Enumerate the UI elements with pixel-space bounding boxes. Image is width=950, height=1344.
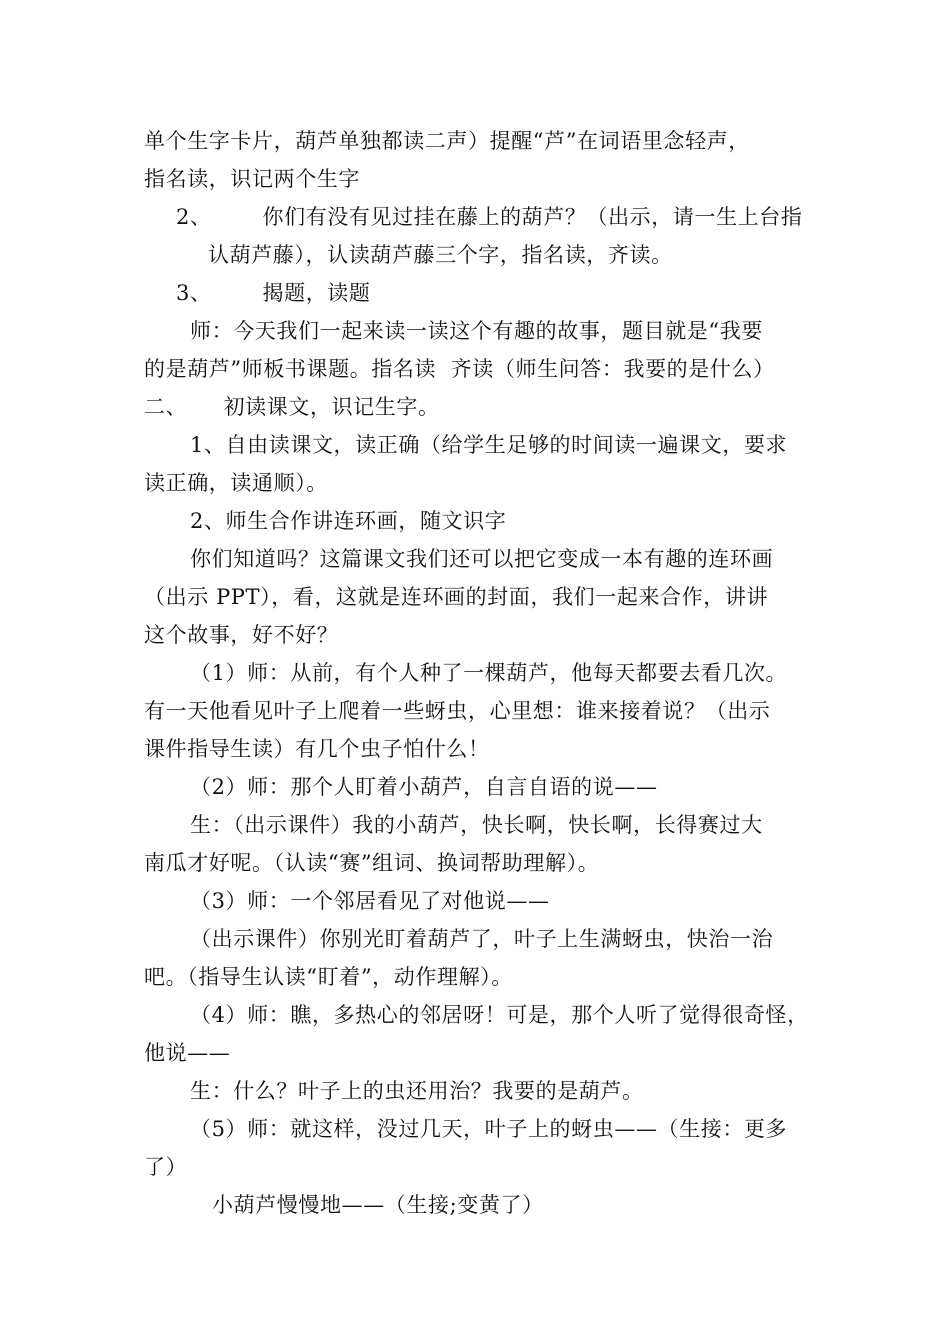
text-line: 2、师生合作讲连环画，随文识字 bbox=[190, 509, 507, 533]
text-line: （2）师：那个人盯着小葫芦，自言自语的说—— bbox=[190, 775, 658, 799]
text-line: 2、 你们有没有见过挂在藤上的葫芦？（出示，请一生上台指 bbox=[176, 205, 803, 229]
text-line: （出示课件）你别光盯着葫芦了，叶子上生满蚜虫，快治一治 bbox=[190, 927, 774, 951]
text-line: 你们知道吗？这篇课文我们还可以把它变成一本有趣的连环画 bbox=[190, 547, 774, 571]
text-line: （5）师：就这样，没过几天，叶子上的蚜虫——（生接：更多 bbox=[190, 1117, 788, 1141]
text-line: 二、 初读课文，识记生字。 bbox=[144, 395, 440, 419]
text-line: （3）师：一个邻居看见了对他说—— bbox=[190, 889, 550, 913]
text-line: 生：什么？叶子上的虫还用治？我要的是葫芦。 bbox=[190, 1079, 644, 1103]
text-line: 吧。（指导生认读“盯着”，动作理解）。 bbox=[144, 965, 513, 989]
text-line: （4）师：瞧，多热心的邻居呀！可是，那个人听了觉得很奇怪， bbox=[190, 1003, 809, 1027]
text-line: 了） bbox=[144, 1155, 188, 1179]
text-line: 的是葫芦”师板书课题。指名读 齐读（师生问答：我要的是什么） bbox=[144, 357, 775, 381]
text-line: 这个故事，好不好？ bbox=[144, 623, 339, 647]
text-line: （1）师：从前，有个人种了一棵葫芦，他每天都要去看几次。 bbox=[190, 661, 788, 685]
text-line: 指名读，识记两个生字 bbox=[144, 167, 360, 191]
text-line: 有一天他看见叶子上爬着一些蚜虫，心里想：谁来接着说？（出示 bbox=[144, 699, 771, 723]
text-line: （出示 PPT），看，这就是连环画的封面，我们一起来合作，讲讲 bbox=[144, 585, 769, 609]
text-line: 课件指导生读）有几个虫子怕什么！ bbox=[144, 737, 490, 761]
text-line: 1、自由读课文，读正确（给学生足够的时间读一遍课文，要求 bbox=[190, 433, 788, 457]
text-line: 3、 揭题，读题 bbox=[176, 281, 371, 305]
text-line: 单个生字卡片，葫芦单独都读二声）提醒“芦”在词语里念轻声， bbox=[144, 129, 750, 153]
text-line: 生：（出示课件）我的小葫芦，快长啊，快长啊，长得赛过大 bbox=[190, 813, 763, 837]
text-line: 认葫芦藤），认读葫芦藤三个字，指名读，齐读。 bbox=[208, 243, 673, 267]
text-line: 师：今天我们一起来读一读这个有趣的故事，题目就是“我要 bbox=[190, 319, 763, 343]
text-line: 读正确，读通顺）。 bbox=[144, 471, 328, 495]
text-line: 小葫芦慢慢地——（生接;变黄了） bbox=[212, 1193, 544, 1217]
text-line: 南瓜才好呢。（认读“赛”组词、换词帮助理解）。 bbox=[144, 851, 600, 875]
text-line: 他说—— bbox=[144, 1041, 231, 1065]
